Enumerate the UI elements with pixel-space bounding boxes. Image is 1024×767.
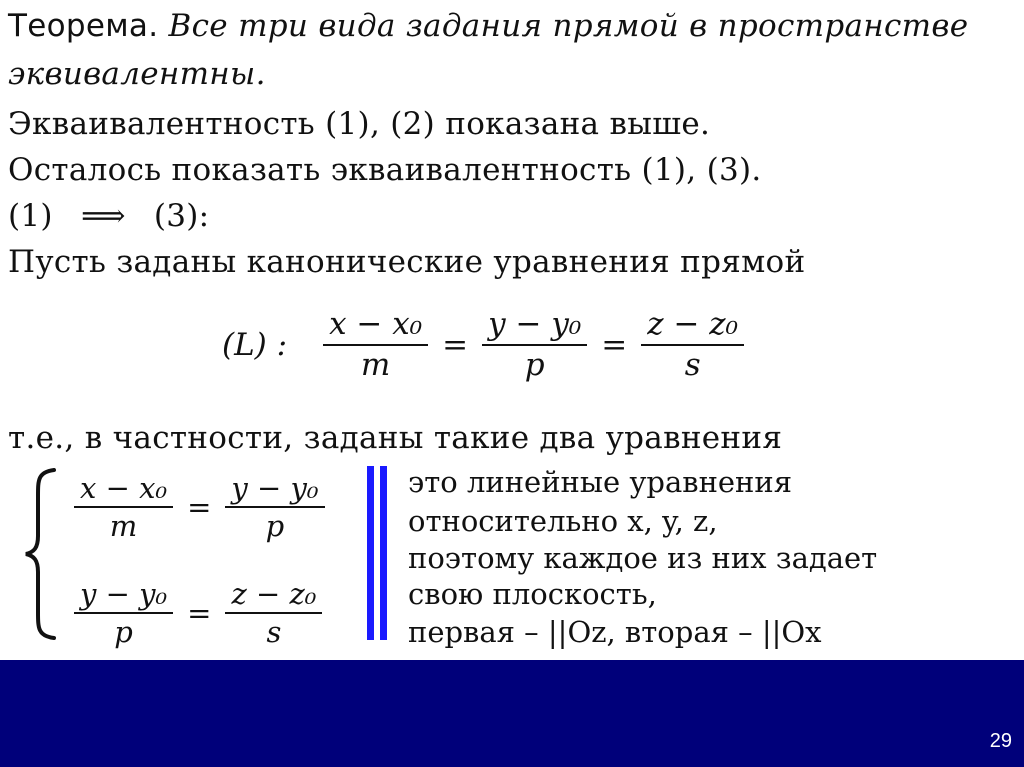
system-intro-line: т.е., в частности, заданы такие два уравнения <box>8 420 783 456</box>
fraction-x <box>323 305 428 385</box>
side-text-3: поэтому каждое из них задает <box>408 541 878 575</box>
side-text-5: первая – ||Oz, вторая – ||Ox <box>408 615 822 649</box>
equals-sign: = <box>187 596 212 631</box>
equals-sign: = <box>601 326 628 363</box>
remain-line: Осталось показать экваивалентность (1), (3). <box>8 152 762 188</box>
system-denominator: s <box>266 615 282 650</box>
canonical-equation <box>222 305 750 385</box>
fraction-z-denominator: s <box>684 346 701 383</box>
theorem-label: Теорема. <box>8 8 159 44</box>
equals-sign: = <box>442 326 469 363</box>
line-label: (L) : <box>222 326 288 363</box>
implies-arrow-icon: ⟹ <box>80 198 126 234</box>
fraction-y-denominator: p <box>524 346 545 383</box>
side-text-1: это линейные уравнения <box>408 465 793 499</box>
system-numerator: x − x₀ <box>80 471 168 505</box>
divider-bar-left <box>367 466 374 640</box>
fraction-y-numerator: y − y₀ <box>488 306 582 342</box>
fraction-y <box>482 305 587 385</box>
side-text-4: свою плоскость, <box>408 577 657 611</box>
fraction-x-denominator: m <box>360 346 391 383</box>
system-fraction <box>74 470 173 545</box>
divider-bar-right <box>380 466 387 640</box>
fraction-z-numerator: z − z₀ <box>647 306 739 342</box>
page-number: 29 <box>989 730 1012 752</box>
fraction-z <box>641 305 744 385</box>
fraction-x-numerator: x − x₀ <box>329 306 423 342</box>
system-fraction <box>225 576 322 651</box>
theorem-line-1 <box>8 8 968 44</box>
side-text-2: относительно x, y, z, <box>408 504 718 538</box>
equation-system <box>20 466 360 650</box>
canonical-intro-line: Пусть заданы канонические уравнения прямой <box>8 244 806 280</box>
system-denominator: p <box>114 615 133 650</box>
system-fraction <box>225 470 324 545</box>
system-numerator: z − z₀ <box>231 577 317 611</box>
system-denominator: p <box>265 509 285 544</box>
system-denominator: m <box>109 509 138 544</box>
implication-line <box>8 198 209 234</box>
system-row-1 <box>68 470 331 545</box>
theorem-line-2: эквивалентны. <box>8 56 266 92</box>
system-numerator: y − y₀ <box>80 577 168 611</box>
footer-bar <box>0 660 1024 767</box>
implication-right: (3): <box>153 198 210 234</box>
theorem-text-1: Все три вида задания прямой в пространстве <box>168 8 969 44</box>
system-row-2 <box>68 576 328 651</box>
system-numerator: y − y₀ <box>231 471 319 505</box>
equivalence-12-line: Экваивалентность (1), (2) показана выше. <box>8 106 711 142</box>
system-fraction <box>74 576 173 651</box>
left-brace-icon <box>20 466 60 642</box>
equals-sign: = <box>187 490 212 525</box>
implication-left: (1) <box>8 198 53 234</box>
